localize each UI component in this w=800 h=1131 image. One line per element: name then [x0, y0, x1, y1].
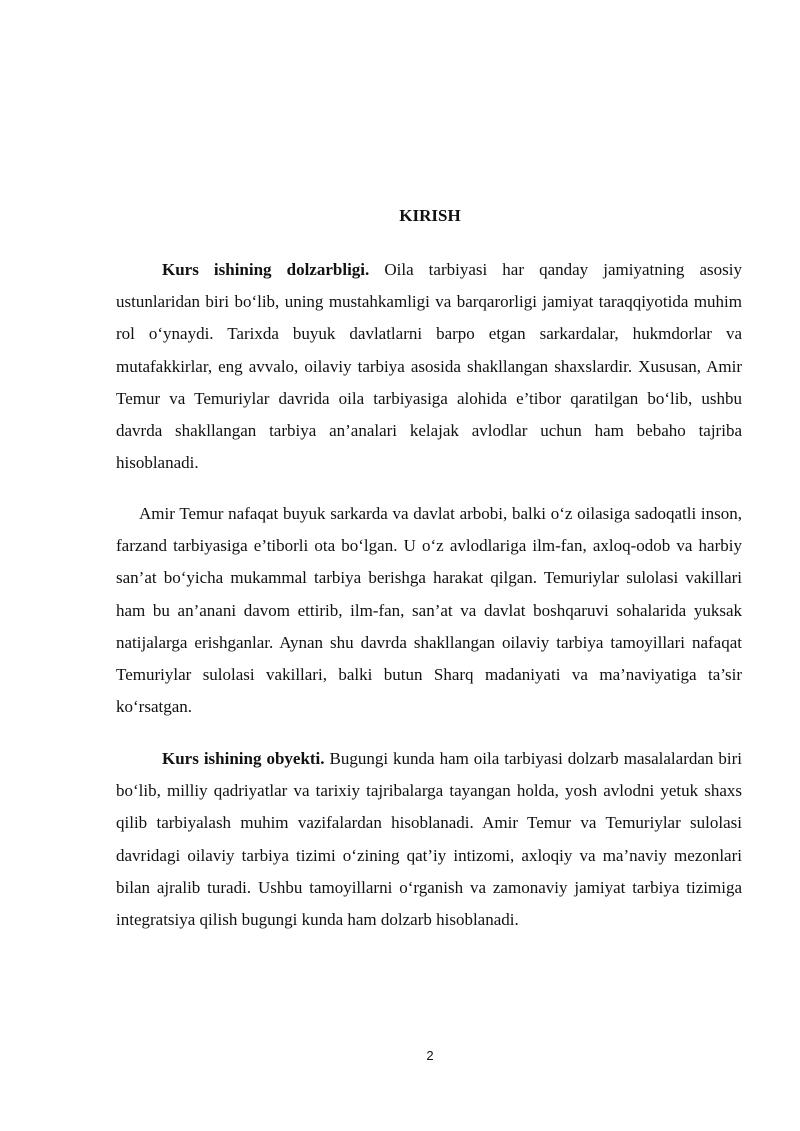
- paragraph-object: [116, 743, 742, 936]
- paragraph-relevance: [116, 254, 742, 479]
- paragraph-lead-relevance: Kurs ishining dolzarbligi.: [162, 260, 370, 279]
- page-number: 2: [426, 1048, 434, 1063]
- paragraph-text-object: Bugungi kunda ham oila tarbiyasi dolzarb masalalardan biri bo‘lib, milliy qadriyatlar va tarixiy tajribalarga tayangan holda, yosh avlodni yetuk shaxs qilib tarbiyalash muhim vazifalardan hisoblanadi. Amir Temur va Temuriylar sulolasi davridagi oilaviy tarbiya tizimi o‘zining qat’iy intizomi, axloqiy va ma’naviy mezonlari bilan ajralib turadi. Ushbu tamoyillarni o‘rganish va zamonaviy jamiyat tarbiya tizimiga integratsiya qilish bugungi kunda ham dolzarb hisoblanadi.: [116, 749, 742, 930]
- paragraph-text-relevance: Oila tarbiyasi har qanday jamiyatning asosiy ustunlaridan biri bo‘lib, uning mustahkamligi va barqarorligi jamiyat taraqqiyotida muhim rol o‘ynaydi. Tarixda buyuk davlatlarni barpo etgan sarkardalar, hukmdorlar va mutafakkirlar, eng avvalo, oilaviy tarbiya asosida shakllangan shaxslardir. Xususan, Amir Temur va Temuriylar davrida oila tarbiyasiga alohida e’tibor qaratilgan bo‘lib, ushbu davrda shakllangan tarbiya an’analari kelajak avlodlar uchun ham bebaho tajriba hisoblanadi.: [116, 260, 743, 473]
- paragraph-lead-object: Kurs ishining obyekti.: [162, 749, 325, 768]
- paragraph-amir-temur: [116, 498, 742, 723]
- page-title: KIRISH: [399, 206, 461, 225]
- paragraph-text-amir-temur: Amir Temur nafaqat buyuk sarkarda va davlat arbobi, balki o‘z oilasiga sadoqatli inson, farzand tarbiyasiga e’tiborli ota bo‘lgan. U o‘z avlodlariga ilm-fan, axloq-odob va harbiy san’at bo‘yicha mukammal tarbiya berishga harakat qilgan. Temuriylar sulolasi vakillari ham bu an’anani davom ettirib, ilm-fan, san’at va davlat boshqaruvi sohalarida yuksak natijalarga erishganlar. Aynan shu davrda shakllangan oilaviy tarbiya tamoyillari nafaqat Temuriylar sulolasi vakillari, balki butun Sharq madaniyati va ma’naviyatiga ta’sir ko‘rsatgan.: [116, 504, 742, 717]
